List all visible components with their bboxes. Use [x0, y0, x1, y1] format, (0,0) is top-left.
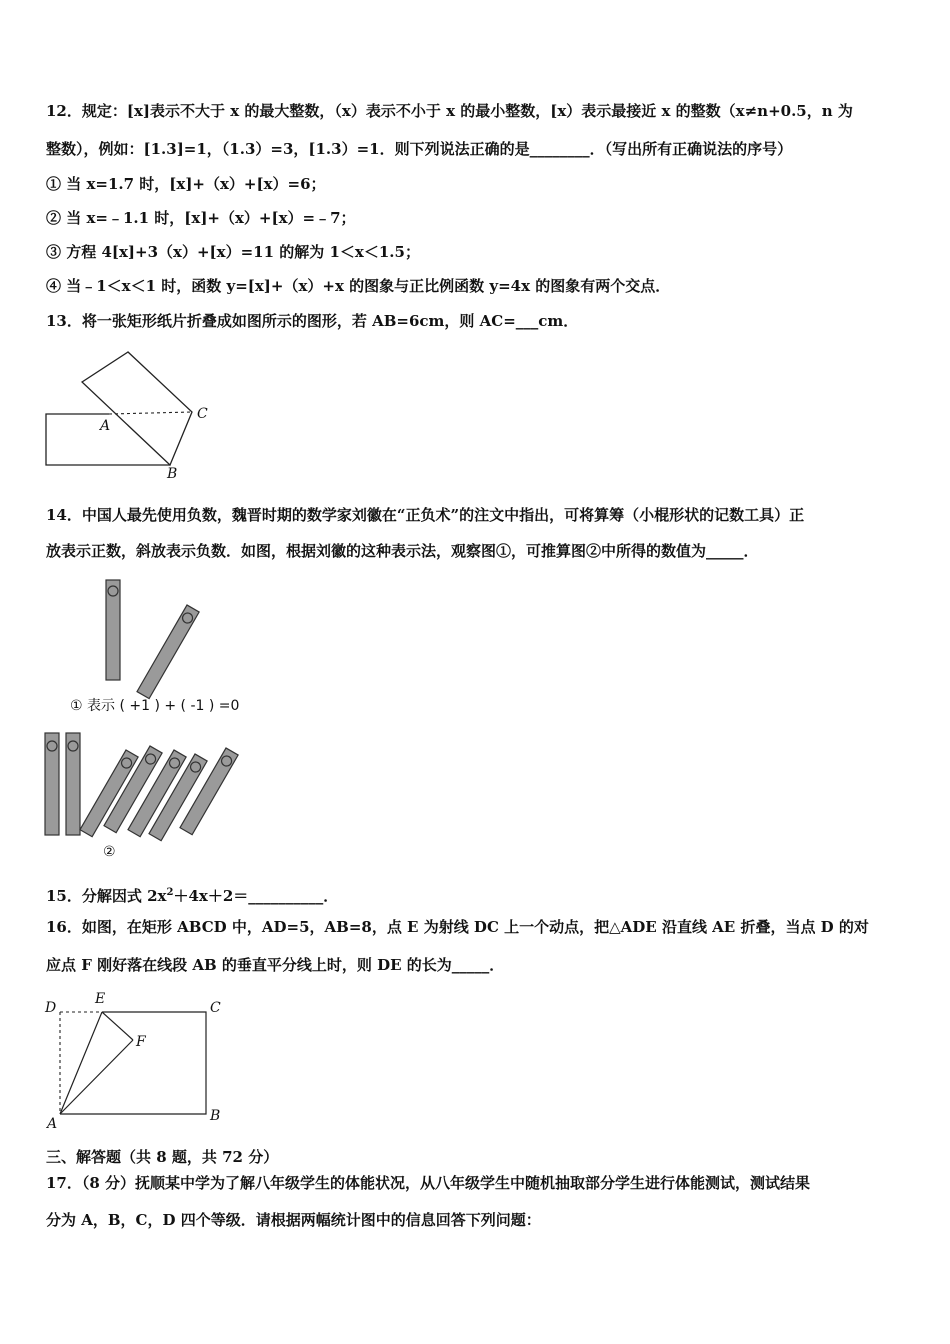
q14-caption-1: ① 表示 ( +1 ) + ( -1 ) =0 — [70, 698, 240, 714]
q17-line1: 17．（8 分）抚顺某中学为了解八年级学生的体能状况，从八年级学生中随机抽取部分学生进行体能测试，测试结果 — [46, 1174, 811, 1192]
q17-line2: 分为 A，B，C，D 四个等级．请根据两幅统计图中的信息回答下列问题： — [46, 1211, 541, 1229]
q13-label-b: B — [167, 466, 178, 482]
q16-line2: 应点 F 刚好落在线段 AB 的垂直平分线上时，则 DE 的长为_____． — [46, 956, 505, 974]
q14-caption-2: ② — [103, 844, 116, 860]
q13-figure — [40, 350, 230, 485]
q16-label-d: D — [45, 1000, 57, 1016]
q16-segment-af — [60, 1040, 133, 1114]
q12-option-2: ② 当 x=﹣1.1 时，[x]+（x）+[x）=﹣7； — [46, 209, 356, 227]
q16-label-c: C — [210, 1000, 221, 1016]
q14-line1: 14．中国人最先使用负数，魏晋时期的数学家刘徽在“正负术”的注文中指出，可将算筹（小棍形状的记数工具）正 — [46, 506, 805, 524]
q16-rect-edges — [60, 1012, 206, 1114]
rod-slanted — [137, 605, 199, 699]
q16-label-f: F — [136, 1034, 146, 1050]
q15-exponent: 2 — [166, 887, 174, 898]
q15-prefix: 15．分解因式 2x — [46, 887, 167, 905]
q16-label-b: B — [210, 1108, 221, 1124]
section-3-heading: 三、解答题（共 8 题，共 72 分） — [46, 1148, 279, 1166]
q13-dashed-ac — [109, 412, 192, 414]
q16-figure — [40, 988, 240, 1133]
q12-option-1: ① 当 x=1.7 时，[x]+（x）+[x）=6； — [46, 175, 326, 193]
q12-line1: 12．规定：[x]表示不大于 x 的最大整数，（x）表示不小于 x 的最小整数，[x）表示最接近 x 的整数（x≠n+0.5，n 为 — [46, 102, 853, 120]
q14-figure-1 — [60, 575, 280, 720]
q12-line2: 整数），例如：[1.3]=1，（1.3）=3，[1.3）=1．则下列说法正确的是________．（写出所有正确说法的序号） — [46, 140, 793, 158]
q14-figure-2 — [40, 728, 270, 863]
rod-upright — [106, 580, 120, 680]
q13-label-c: C — [197, 406, 208, 422]
q16-line1: 16．如图，在矩形 ABCD 中，AD=5，AB=8，点 E 为射线 DC 上一个动点，把△ADE 沿直线 AE 折叠，当点 D 的对 — [46, 918, 869, 936]
q13-folded-part — [82, 352, 192, 465]
q12-option-3: ③ 方程 4[x]+3（x）+[x）=11 的解为 1＜x＜1.5； — [46, 243, 420, 261]
q13-label-a: A — [100, 418, 111, 434]
q14-line2: 放表示正数，斜放表示负数．如图，根据刘徽的这种表示法，观察图①，可推算图②中所得的数值为_____． — [46, 542, 759, 560]
q16-label-e: E — [95, 991, 106, 1007]
q15-suffix: ＋4x＋2＝__________． — [173, 887, 339, 905]
q13-text: 13．将一张矩形纸片折叠成如图所示的图形，若 AB=6cm，则 AC=___cm． — [46, 312, 579, 330]
q15-text — [46, 883, 338, 906]
q16-segment-ae — [60, 1012, 102, 1114]
q16-segment-ef — [102, 1012, 133, 1040]
q12-option-4: ④ 当﹣1＜x＜1 时，函数 y=[x]+（x）+x 的图象与正比例函数 y=4x 的图象有两个交点． — [46, 277, 671, 295]
q16-label-a: A — [47, 1116, 58, 1132]
